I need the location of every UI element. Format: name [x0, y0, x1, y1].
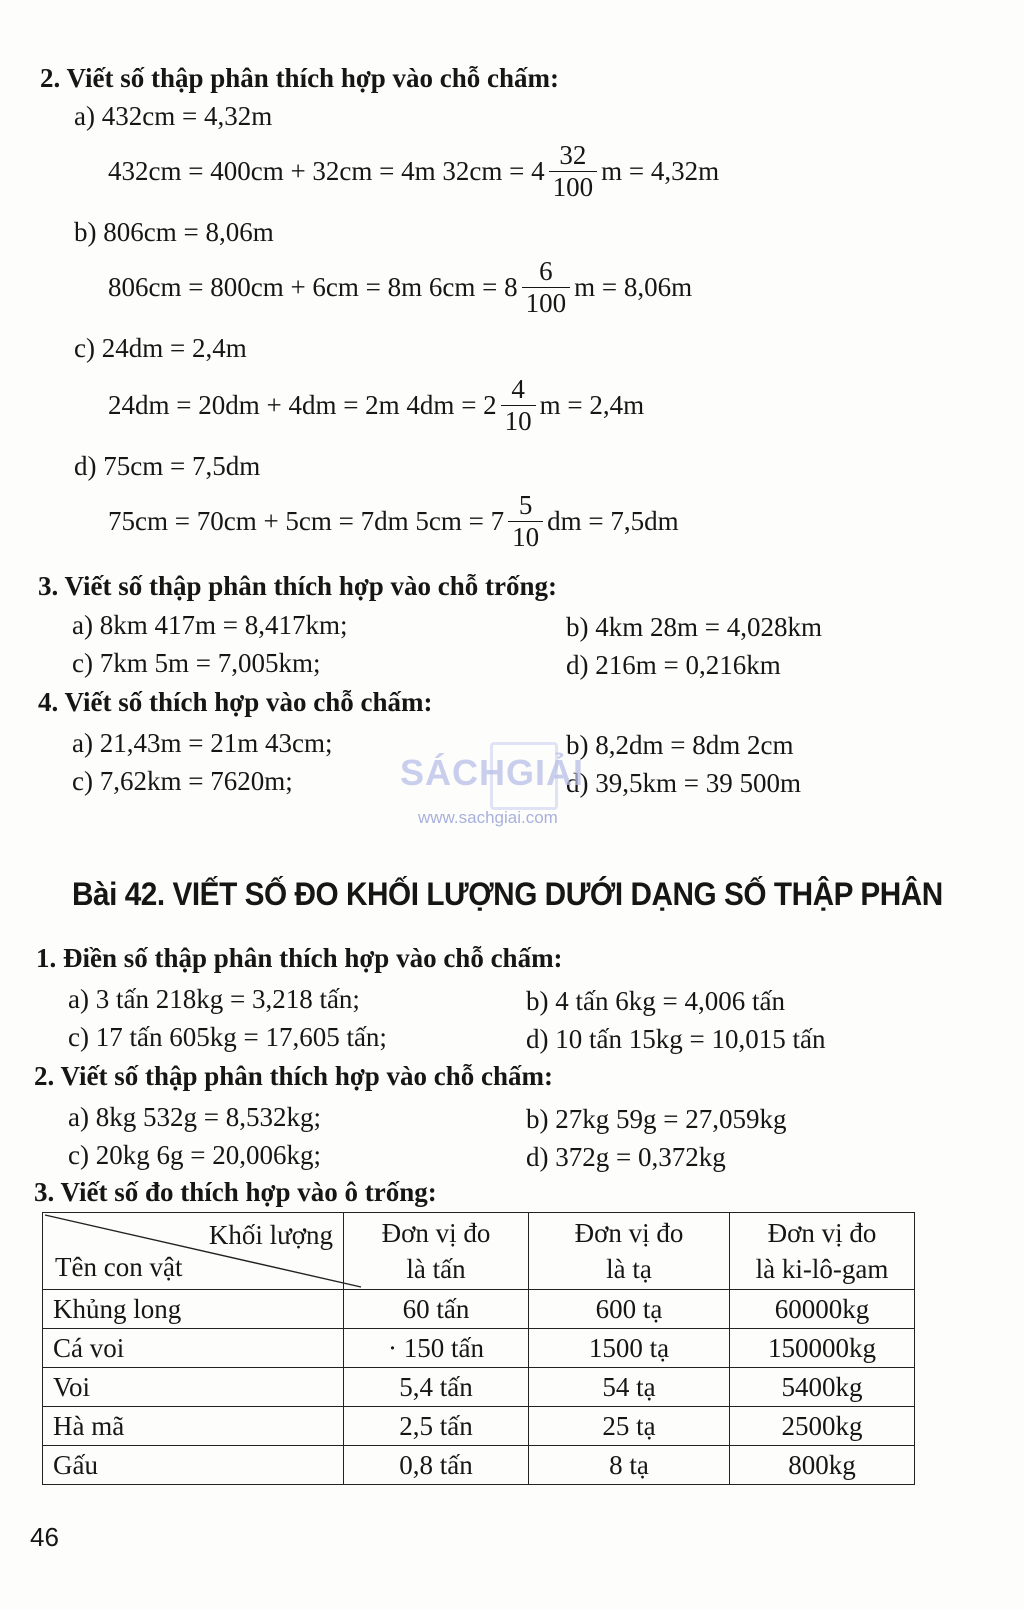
ex2-c-equation: 24dm = 20dm + 4dm = 2m 4dm = 2 $\frac{4}{10}$ m = 2,4m	[108, 374, 645, 437]
value-tan: 60 tấn	[344, 1290, 529, 1329]
mass-ex2-title: 2. Viết số thập phân thích hợp vào chỗ chấm:	[34, 1061, 554, 1091]
header-tan: Đơn vị đo là tấn	[344, 1213, 529, 1290]
value-kg: 5400kg	[730, 1368, 915, 1407]
mass-ex1-item-d: d) 10 tấn 15kg = 10,015 tấn	[526, 1024, 826, 1054]
mass-ex1-item-a: a) 3 tấn 218kg = 3,218 tấn;	[68, 984, 360, 1014]
value-kg: 800kg	[730, 1446, 915, 1485]
mass-ex2-item-c: c) 20kg 6g = 20,006kg;	[68, 1140, 321, 1170]
value-tan: 0,8 tấn	[344, 1446, 529, 1485]
ex4-item-c: c) 7,62km = 7620m;	[72, 766, 293, 796]
fraction: $\frac{32}{100}$	[549, 140, 598, 203]
value-ta: 1500 tạ	[529, 1329, 730, 1368]
value-tan: 5,4 tấn	[344, 1368, 529, 1407]
ex4-item-d: d) 39,5km = 39 500m	[566, 768, 801, 798]
table-row	[43, 1446, 915, 1485]
table-row	[43, 1368, 915, 1407]
fraction: $\frac{5}{10}$	[508, 490, 543, 553]
value-tan: 2,5 tấn	[344, 1407, 529, 1446]
page-number: 46	[30, 1522, 59, 1552]
exercise-3-title: 3. Viết số thập phân thích hợp vào chỗ trống:	[38, 571, 558, 601]
ex2-a-equation: 432cm = 400cm + 32cm = 4m 32cm = 4 $\frac{32}{100}$ m = 4,32m	[108, 140, 720, 203]
animal-name: Cá voi	[43, 1329, 344, 1368]
value-ta: 54 tạ	[529, 1368, 730, 1407]
mass-table	[42, 1212, 915, 1485]
value-kg: 150000kg	[730, 1329, 915, 1368]
animal-name: Khủng long	[43, 1290, 344, 1329]
table-corner-header	[43, 1213, 344, 1290]
mass-ex3-title: 3. Viết số đo thích hợp vào ô trống:	[34, 1177, 437, 1207]
corner-bottom-label: Tên con vật	[55, 1251, 183, 1282]
ex2-b-equation: 806cm = 800cm + 6cm = 8m 6cm = 8 $\frac{6}{100}$ m = 8,06m	[108, 256, 693, 319]
value-ta: 25 tạ	[529, 1407, 730, 1446]
watermark-url: www.sachgiai.com	[418, 808, 558, 827]
value-kg: 2500kg	[730, 1407, 915, 1446]
mass-ex1-item-b: b) 4 tấn 6kg = 4,006 tấn	[526, 986, 785, 1016]
exercise-2-title: 2. Viết số thập phân thích hợp vào chỗ chấm:	[40, 63, 560, 93]
table-row	[43, 1290, 915, 1329]
lesson-title: Bài 42. VIẾT SỐ ĐO KHỐI LƯỢNG DƯỚI DẠNG SỐ THẬP PHÂN	[72, 876, 943, 912]
value-kg: 60000kg	[730, 1290, 915, 1329]
value-ta: 600 tạ	[529, 1290, 730, 1329]
ex3-item-b: b) 4km 28m = 4,028km	[566, 612, 822, 642]
ex3-item-c: c) 7km 5m = 7,005km;	[72, 648, 321, 678]
ex2-d-label: d) 75cm = 7,5dm	[74, 451, 261, 481]
ex3-item-a: a) 8km 417m = 8,417km;	[72, 610, 348, 640]
animal-name: Voi	[43, 1368, 344, 1407]
ex2-a-label: a) 432cm = 4,32m	[74, 101, 273, 131]
mass-ex1-item-c: c) 17 tấn 605kg = 17,605 tấn;	[68, 1022, 387, 1052]
table-row	[43, 1407, 915, 1446]
ex2-d-equation: 75cm = 70cm + 5cm = 7dm 5cm = 7 $\frac{5}{10}$ dm = 7,5dm	[108, 490, 679, 553]
table-header-row	[43, 1213, 915, 1290]
animal-name: Hà mã	[43, 1407, 344, 1446]
ex2-b-label: b) 806cm = 8,06m	[74, 217, 274, 247]
value-ta: 8 tạ	[529, 1446, 730, 1485]
ex3-item-d: d) 216m = 0,216km	[566, 650, 781, 680]
ex4-item-b: b) 8,2dm = 8dm 2cm	[566, 730, 794, 760]
ex2-c-label: c) 24dm = 2,4m	[74, 333, 247, 363]
corner-top-label: Khối lượng	[208, 1220, 333, 1250]
value-tan: · 150 tấn	[344, 1329, 529, 1368]
mass-ex2-item-b: b) 27kg 59g = 27,059kg	[526, 1104, 787, 1134]
header-kg: Đơn vị đo là ki-lô-gam	[730, 1213, 915, 1290]
fraction: $\frac{4}{10}$	[501, 374, 536, 437]
watermark-brand: SÁCHGIẢI	[400, 752, 585, 793]
mass-ex2-item-d: d) 372g = 0,372kg	[526, 1142, 726, 1172]
mass-ex2-item-a: a) 8kg 532g = 8,532kg;	[68, 1102, 321, 1132]
mass-ex1-title: 1. Điền số thập phân thích hợp vào chỗ chấm:	[36, 943, 563, 973]
header-ta: Đơn vị đo là tạ	[529, 1213, 730, 1290]
exercise-4-title: 4. Viết số thích hợp vào chỗ chấm:	[38, 687, 433, 717]
animal-name: Gấu	[43, 1446, 344, 1485]
fraction: $\frac{6}{100}$	[522, 256, 571, 319]
ex4-item-a: a) 21,43m = 21m 43cm;	[72, 728, 333, 758]
table-row	[43, 1329, 915, 1368]
